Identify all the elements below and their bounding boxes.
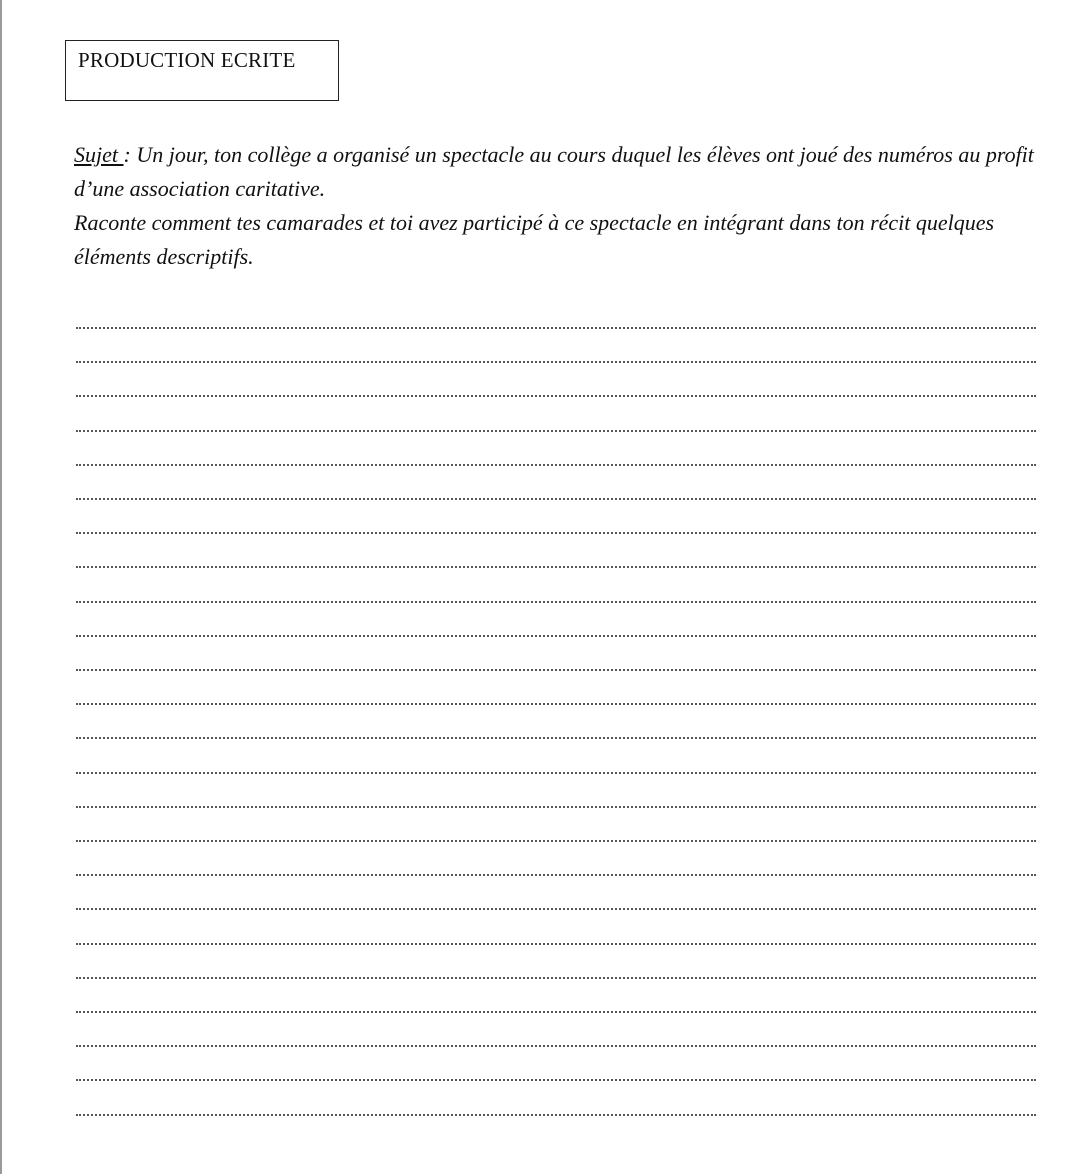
writing-line (76, 498, 1036, 500)
writing-line (76, 840, 1036, 842)
subject-text-1: Un jour, ton collège a organisé un spectacle au cours duquel les élèves ont joué des numéros au profit d’une association caritative. (74, 142, 1034, 201)
writing-line (76, 361, 1036, 363)
writing-line (76, 430, 1036, 432)
writing-line (76, 601, 1036, 603)
writing-line (76, 703, 1036, 705)
writing-line (76, 1011, 1036, 1013)
writing-line (76, 395, 1036, 397)
writing-lines-area (76, 0, 1036, 1174)
writing-line (76, 566, 1036, 568)
writing-line (76, 943, 1036, 945)
writing-line (76, 737, 1036, 739)
subject-paragraph-2: Raconte comment tes camarades et toi avez participé à ce spectacle en intégrant dans ton récit quelques éléments descriptifs. (74, 210, 995, 269)
writing-line (76, 874, 1036, 876)
page-title: PRODUCTION ECRITE (78, 48, 296, 72)
writing-line (76, 532, 1036, 534)
writing-line (76, 1079, 1036, 1081)
writing-line (76, 1114, 1036, 1116)
writing-line (76, 806, 1036, 808)
writing-line (76, 669, 1036, 671)
page-left-edge (0, 0, 2, 1174)
writing-line (76, 908, 1036, 910)
writing-line (76, 977, 1036, 979)
subject-separator: : (123, 142, 131, 167)
writing-line (76, 464, 1036, 466)
subject-label: Sujet (74, 142, 124, 167)
writing-line (76, 635, 1036, 637)
writing-line (76, 772, 1036, 774)
writing-line (76, 327, 1036, 329)
writing-line (76, 1045, 1036, 1047)
